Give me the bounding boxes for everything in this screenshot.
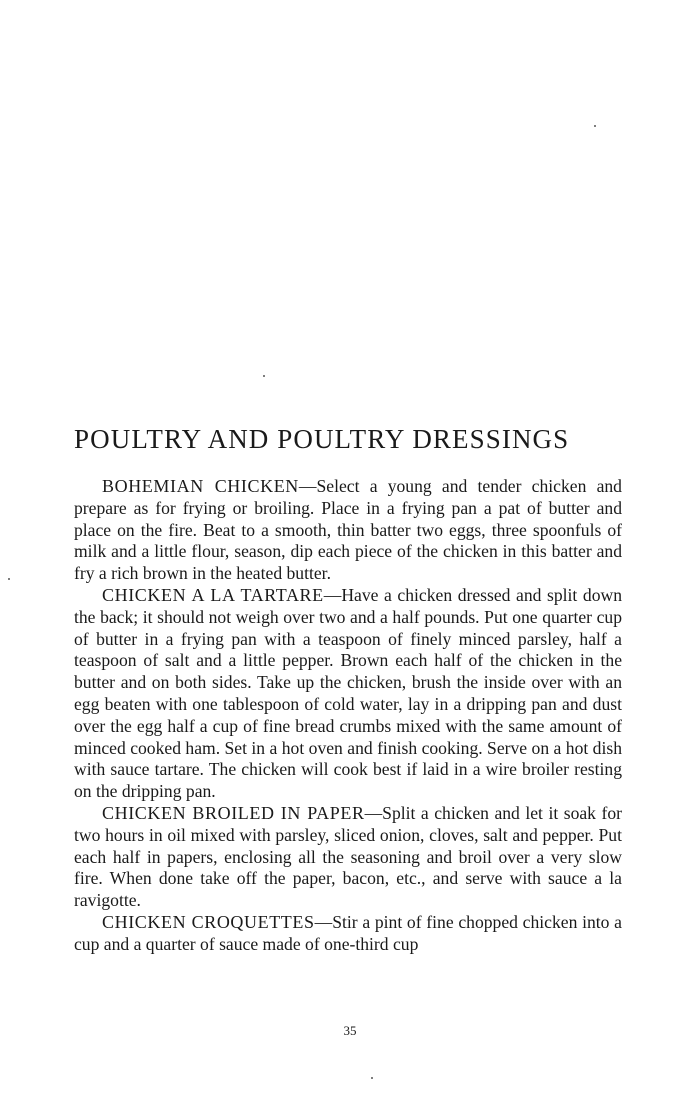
recipe-title: CHICKEN BROILED IN PAPER [102, 802, 365, 823]
recipe-paragraph [74, 912, 622, 956]
recipe-body: —Split a chicken and let it soak for two hours in oil mixed with parsley, sliced onion, cloves, salt and pepper. Put each half in papers, enclosing all the seasoning and broil over a very slow fire. When done take off the paper, bacon, etc., and serve with sauce a la ravigotte. [74, 802, 622, 911]
page-number: 35 [343, 1023, 357, 1038]
recipe-paragraph [74, 803, 622, 912]
recipe-title: CHICKEN CROQUETTES [102, 911, 315, 932]
ink-speck [371, 1077, 373, 1079]
ink-speck [594, 125, 596, 127]
ink-speck [263, 375, 265, 377]
recipe-title: CHICKEN A LA TARTARE [102, 584, 324, 605]
chapter-heading: POULTRY AND POULTRY DRESSINGS [74, 424, 570, 454]
recipe-body: —Stir a pint of fine chopped chicken into a cup and a quarter of sauce made of one-third cup [74, 911, 622, 954]
body-text [74, 476, 622, 956]
recipe-body: —Have a chicken dressed and split down the back; it should not weigh over two and a half pounds. Put one quarter cup of butter in a frying pan with a teaspoon of finely minced parsley, half a teaspoon of salt and a little pepper. Brown each half of the chicken in the butter and on both sides. Take up the chicken, brush the inside over with an egg beaten with one tablespoon of cold water, lay in a dripping pan and dust over the egg half a cup of fine bread crumbs mixed with the same amount of minced cooked ham. Set in a hot oven and finish cooking. Serve on a hot dish with sauce tartare. The chicken will cook best if laid in a wire broiler resting on the dripping pan. [74, 584, 622, 802]
recipe-title: BOHEMIAN CHICKEN [102, 476, 299, 496]
recipe-paragraph [74, 476, 622, 585]
ink-speck [8, 578, 10, 580]
recipe-body: —Select a young and tender chicken and prepare as for frying or broiling. Place in a frying pan a pat of butter and place on the fire. Beat to a smooth, thin batter two eggs, three spoonfuls of milk and a little flour, season, dip each piece of the chicken in this batter and fry a rich brown in the heated butter. [74, 476, 622, 584]
recipe-paragraph [74, 585, 622, 803]
